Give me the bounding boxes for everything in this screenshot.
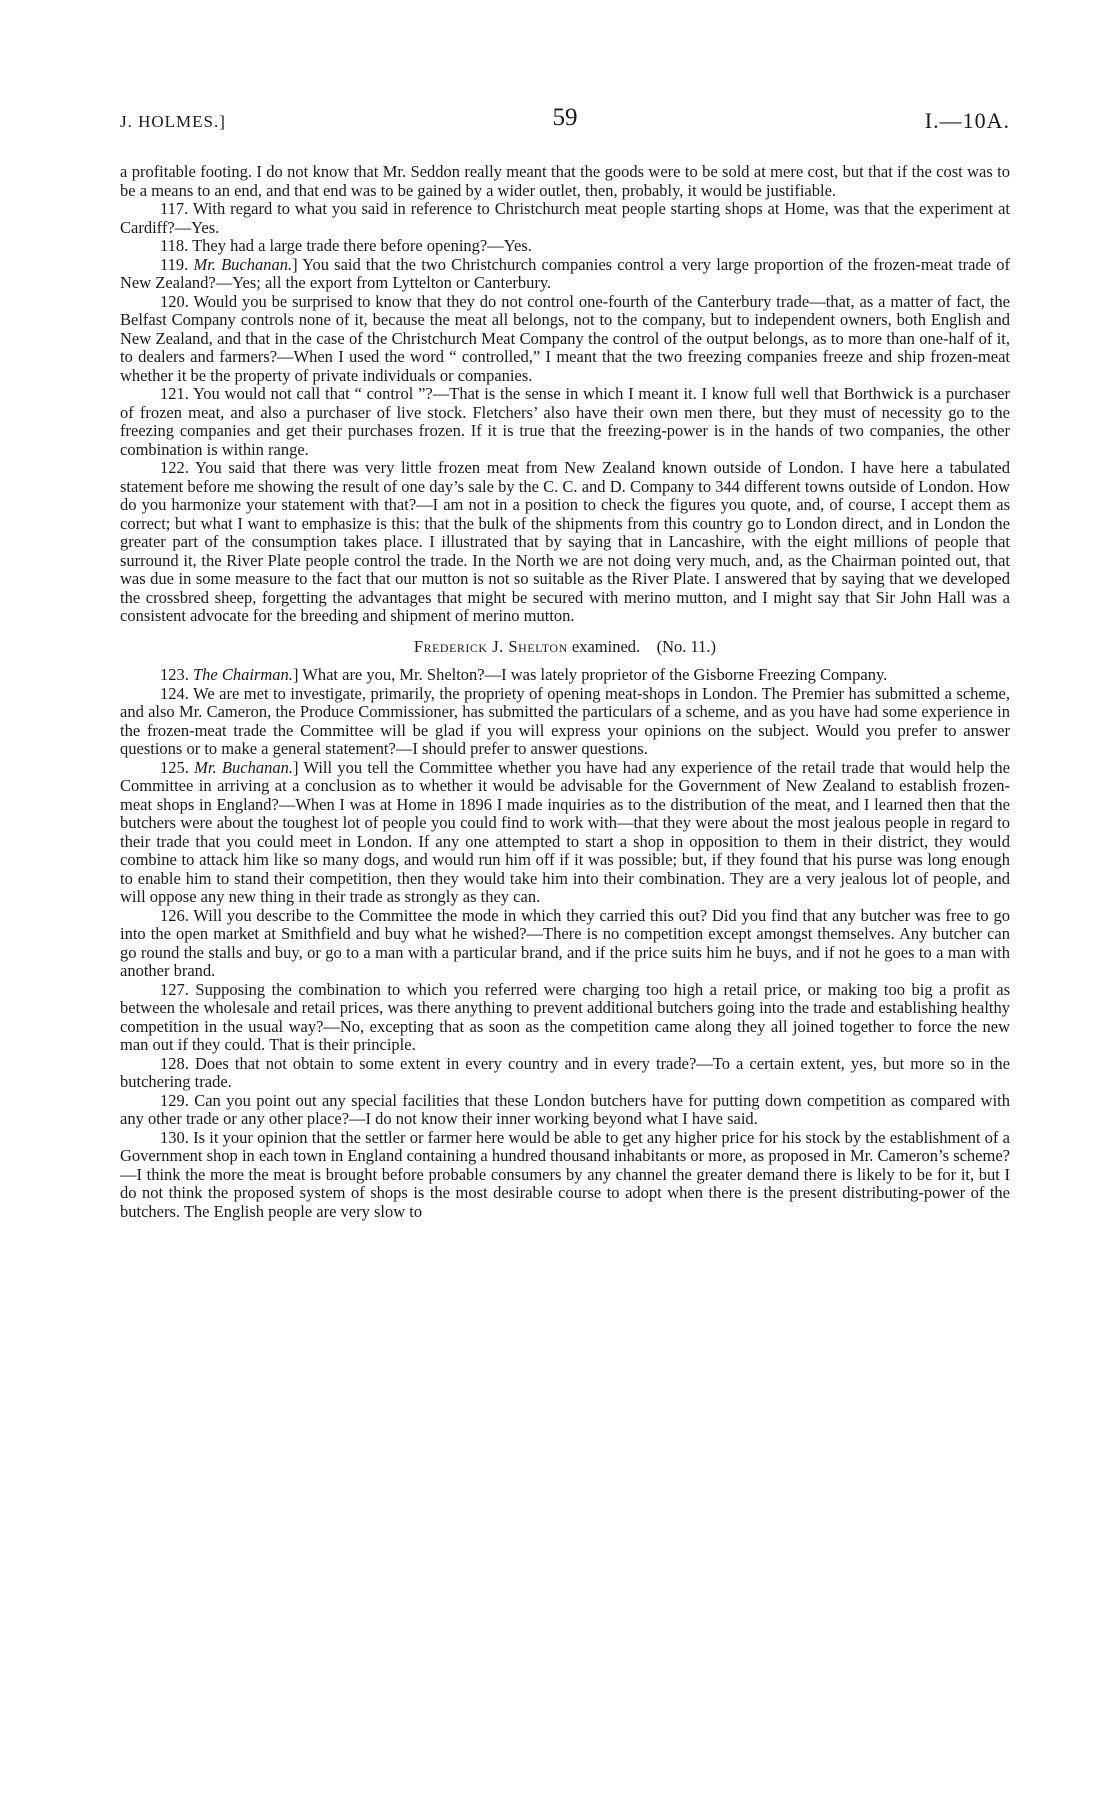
paragraph-text: a profitable footing. I do not know that Mr. Seddon really meant that the goods were to be sold at mere cost, but that if the cost was to be a means to an end, and that end was to be gained by a wider outlet, then, probably, it would be justifiable.: [120, 162, 1010, 200]
paragraph: [120, 685, 1010, 759]
paragraph-text: ] Will you tell the Committee whether you have had any experience of the retail trade that would help the Committee in arriving at a conclusion as to whether it would be advisable for the Government of New Zealand to establish frozen-meat shops in England?—When I was at Home in 1896 I made inquiries as to the distribution of the meat, and I learned then that the butchers were about the toughest lot of people you could find to work with—that they were about the most jealous people in regard to their trade that you could meet in London. If any one attempted to start a shop in opposition to them in their district, they would combine to attack him like so many dogs, and would run him off if it was possible; but, if they found that his purse was long enough to enable him to stand their competition, then they would take him into their combination. They are a very jealous lot of people, and will oppose any new thing in their trade as strongly as they can.: [120, 757, 1010, 906]
speaker-name: Mr. Buchanan.: [193, 254, 293, 274]
paragraph-text: ] You said that the two Christchurch companies control a very large proportion of the frozen-meat trade of New Zealand?—Yes; all the export from Lyttelton or Canterbury.: [120, 254, 1010, 292]
document-body: [120, 163, 1010, 1221]
paragraph: [120, 200, 1010, 237]
paragraph: [120, 666, 1010, 685]
paragraph: [120, 1092, 1010, 1129]
section-heading: [120, 638, 1010, 657]
paragraph-text: 128. Does that not obtain to some extent in every country and in every trade?—To a certain extent, yes, but more so in the butchering trade.: [120, 1053, 1010, 1091]
paragraph-text: 118. They had a large trade there before opening?—Yes.: [160, 236, 532, 255]
witness-name: Frederick J. Shelton: [413, 636, 568, 656]
paragraph: [120, 163, 1010, 200]
section-heading-rest: examined. (No. 11.): [567, 636, 717, 656]
paragraph: [120, 293, 1010, 386]
paragraph: [120, 256, 1010, 293]
paragraph: [120, 459, 1010, 626]
paragraph-text: 121. You would not call that “ control ”?—That is the sense in which I meant it. I know full well that Borthwick is a purchaser of frozen meat, and also a purchaser of live stock. Fletchers’ also have their own men there, but they must of necessity go to the freezing companies and get their purchases frozen. If it is true that the freezing-power is in the hands of two companies, the other combination is within range.: [120, 384, 1010, 459]
page-number: 59: [552, 104, 578, 131]
speaker-name: The Chairman.: [193, 665, 293, 684]
paragraph: [120, 237, 1010, 256]
paragraph-text: 127. Supposing the combination to which you referred were charging too high a retail price, or making too big a profit as between the wholesale and retail prices, was there anything to prevent additional butchers going into the trade and establishing healthy competition in the usual way?—No, excepting that as soon as the competition came along they all joined together to force the new man out if they could. That is their principle.: [120, 979, 1010, 1054]
question-number: 123.: [160, 665, 193, 684]
paragraph-text: 120. Would you be surprised to know that they do not control one-fourth of the Canterbury trade—that, as a matter of fact, the Belfast Company controls none of it, because the meat all belongs, not to the company, but to independent owners, both English and New Zealand, and that in the case of the Christchurch Meat Company the control of the output belongs, as to more than one-half of it, to dealers and farmers?—When I used the word “ controlled,” I meant that the two freezing companies freeze and ship frozen-meat whether it be the property of private individuals or companies.: [120, 291, 1010, 385]
paragraph-text: ] What are you, Mr. Shelton?—I was lately proprietor of the Gisborne Freezing Company.: [292, 665, 888, 684]
paragraph: [120, 759, 1010, 907]
paragraph: [120, 981, 1010, 1055]
document-reference: I.—10A.: [924, 108, 1010, 133]
paragraph-text: 129. Can you point out any special facilities that these London butchers have for putting down competition as compared with any other trade or any other place?—I do not know their inner working beyond what I have said.: [120, 1090, 1010, 1128]
paragraph: [120, 1055, 1010, 1092]
paragraph: [120, 1129, 1010, 1222]
paragraph: [120, 907, 1010, 981]
testimony-part-2: [120, 666, 1010, 1221]
question-number: 119.: [160, 254, 194, 274]
paragraph: [120, 385, 1010, 459]
speaker-name: Mr. Buchanan.: [194, 757, 293, 777]
header-witness-name: J. HOLMES.]: [120, 112, 226, 131]
page-header: [120, 104, 1010, 138]
question-number: 125.: [160, 757, 195, 777]
paragraph-text: 124. We are met to investigate, primarily, the propriety of opening meat-shops in London. The Premier has submitted a scheme, and also Mr. Cameron, the Produce Commissioner, has submitted the particulars of a scheme, and as you have had some experience in the frozen-meat trade the Committee will be glad if you will express your opinions on the subject. Would you prefer to answer questions or to make a general statement?—I should prefer to answer questions.: [120, 683, 1010, 758]
paragraph-text: 130. Is it your opinion that the settler or farmer here would be able to get any higher price for his stock by the establishment of a Government shop in each town in England containing a hundred thousand inhabitants or more, as proposed in Mr. Cameron’s scheme?—I think the more the meat is brought before probable consumers by any channel the greater demand there is likely to be for it, but I do not think the proposed system of shops is the most desirable course to adopt when there is the present distributing-power of the butchers. The English people are very slow to: [120, 1127, 1010, 1221]
paragraph-text: 126. Will you describe to the Committee the mode in which they carried this out? Did you find that any butcher was free to go into the open market at Smithfield and buy what he wished?—There is no competition except amongst themselves. Any butcher can go round the stalls and buy, or go to a man with a particular brand, and if the price suits him he buys, and if not he goes to a man with another brand.: [120, 905, 1010, 980]
paragraph-text: 117. With regard to what you said in reference to Christchurch meat people starting shops at Home, was that the experiment at Cardiff?—Yes.: [120, 199, 1010, 237]
testimony-part-1: [120, 163, 1010, 626]
paragraph-text: 122. You said that there was very little frozen meat from New Zealand known outside of London. I have here a tabulated statement before me showing the result of one day’s sale by the C. C. and D. Company to 344 different towns outside of London. How do you harmonize your statement with that?—I am not in a position to check the figures you quote, and, of course, I accept them as correct; but what I want to emphasize is this: that the bulk of the shipments from this country go to London direct, and in London the greater part of the consumption takes place. I illustrated that by saying that in Lancashire, with the eight millions of people that surround it, the River Plate people control the trade. In the North we are not doing very much, and, as the Chairman pointed out, that was due in some measure to the fact that our mutton is not so suitable as the River Plate. I answered that by saying that we developed the crossbred sheep, forgetting the advantages that might be secured with merino mutton, and I might say that Sir John Hall was a consistent advocate for the breeding and shipment of merino mutton.: [120, 458, 1010, 625]
